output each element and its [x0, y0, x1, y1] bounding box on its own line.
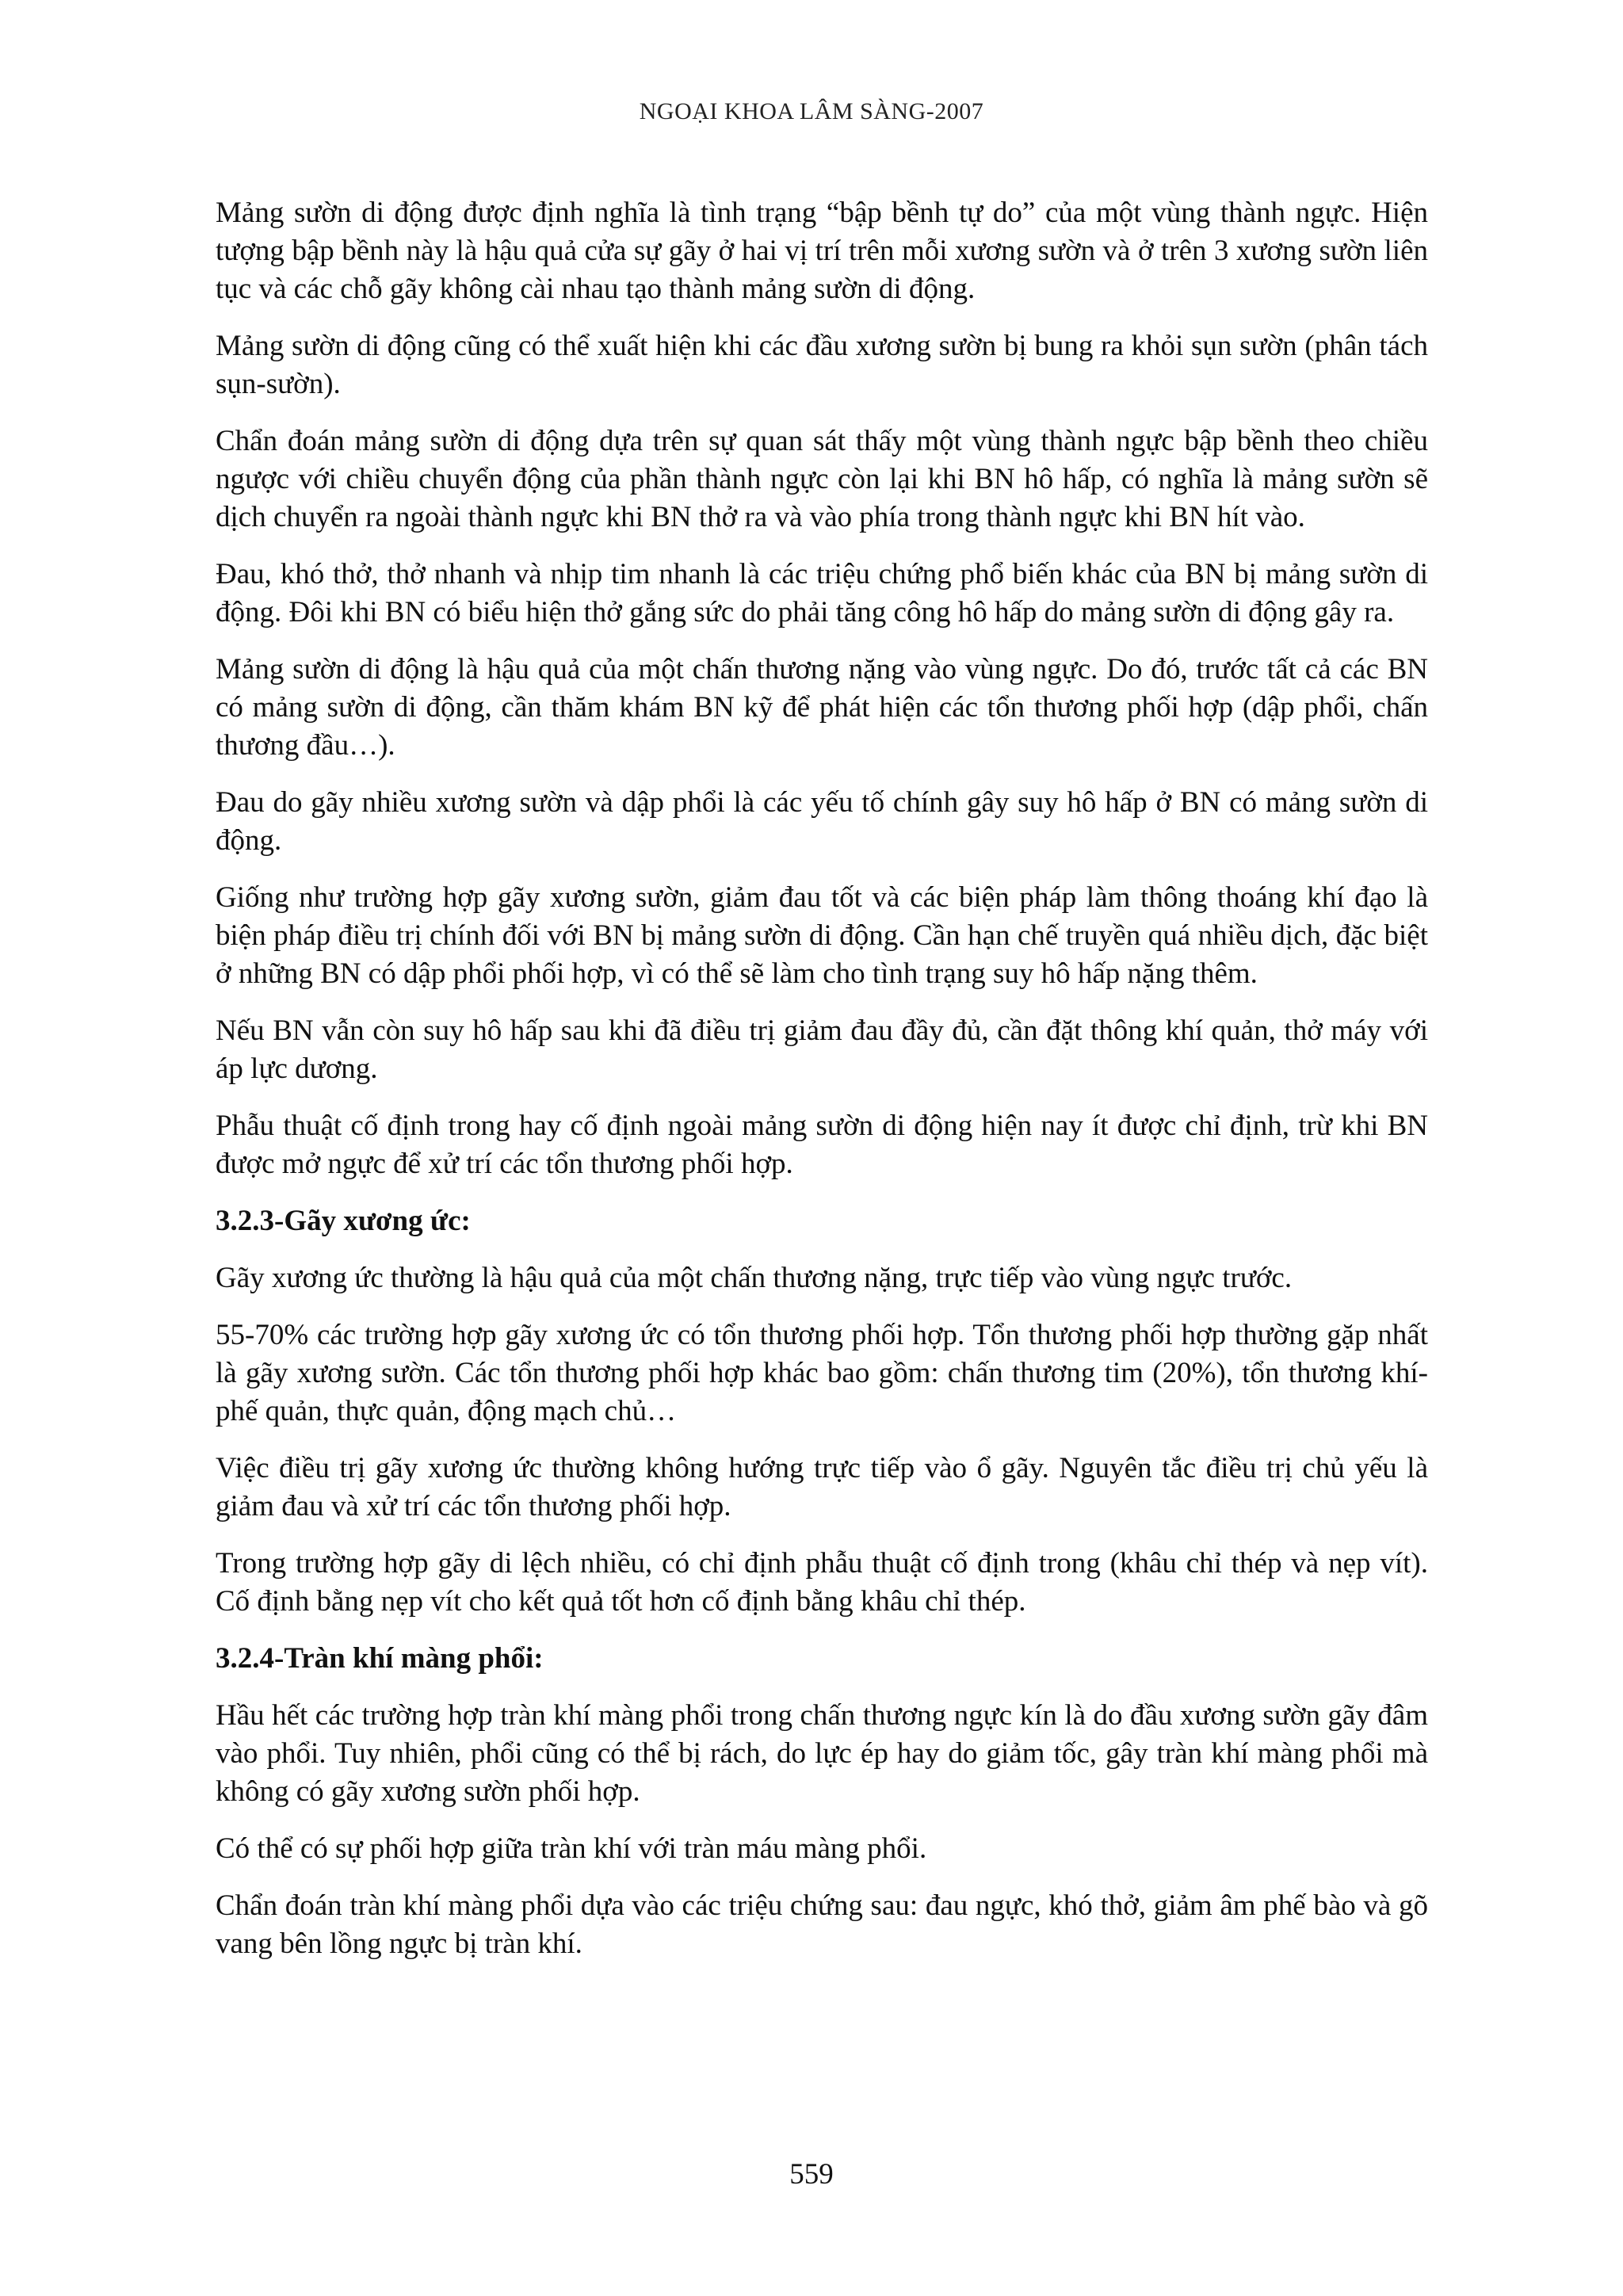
paragraph-flail-chest-symptoms: Đau, khó thở, thở nhanh và nhịp tim nhanh là các triệu chứng phổ biến khác của BN bị mảng sườn di động. Đôi khi BN có biểu hiện thở gắng sức do phải tăng công hô hấp do mảng sườn di động gây ra. [216, 558, 1428, 628]
paragraph-associated-injuries: Mảng sườn di động là hậu quả của một chấn thương nặng vào vùng ngực. Do đó, trước tất cả các BN có mảng sườn di động, cần thăm khám BN kỹ để phát hiện các tổn thương phối hợp (dập phổi, chấn thương đầu…). [216, 653, 1428, 762]
page-number: 559 [789, 2158, 834, 2191]
paragraph-pneumothorax-diagnosis: Chẩn đoán tràn khí màng phổi dựa vào các triệu chứng sau: đau ngực, khó thở, giảm âm phế bào và gõ vang bên lồng ngực bị tràn khí. [216, 1889, 1428, 1960]
paragraph-pneumothorax-cause: Hầu hết các trường hợp tràn khí màng phổi trong chấn thương ngực kín là do đầu xương sườn gãy đâm vào phổi. Tuy nhiên, phổi cũng có thể bị rách, do lực ép hay do giảm tốc, gây tràn khí màng phổi mà không có gãy xương sườn phối hợp. [216, 1699, 1428, 1808]
paragraph-sternal-fracture-treatment: Việc điều trị gãy xương ức thường không hướng trực tiếp vào ổ gãy. Nguyên tắc điều trị chủ yếu là giảm đau và xử trí các tổn thương phối hợp. [216, 1452, 1428, 1522]
paragraph-sternal-fracture-associated: 55-70% các trường hợp gãy xương ức có tổn thương phối hợp. Tổn thương phối hợp thường gặp nhất là gãy xương sườn. Các tổn thương phối hợp khác bao gồm: chấn thương tim (20%), tổn thương khí-phế quản, thực quản, động mạch chủ… [216, 1319, 1428, 1427]
paragraph-flail-chest-definition: Mảng sườn di động được định nghĩa là tình trạng “bập bềnh tự do” của một vùng thành ngực. Hiện tượng bập bềnh này là hậu quả cửa sự gãy ở hai vị trí trên mỗi xương sườn và ở trên 3 xương sườn liên tục và các chỗ gãy không cài nhau tạo thành mảng sườn di động. [216, 197, 1428, 305]
paragraph-mechanical-ventilation: Nếu BN vẫn còn suy hô hấp sau khi đã điều trị giảm đau đầy đủ, cần đặt thông khí quản, thở máy với áp lực dương. [216, 1014, 1428, 1085]
paragraph-costochondral-separation: Mảng sườn di động cũng có thể xuất hiện khi các đầu xương sườn bị bung ra khỏi sụn sườn (phân tách sụn-sườn). [216, 330, 1428, 400]
paragraph-respiratory-failure-causes: Đau do gãy nhiều xương sườn và dập phổi là các yếu tố chính gây suy hô hấp ở BN có mảng sườn di động. [216, 786, 1428, 857]
page-body [216, 194, 1428, 1982]
paragraph-sternal-fracture-surgery: Trong trường hợp gãy di lệch nhiều, có chỉ định phẫu thuật cố định trong (khâu chỉ thép và nẹp vít). Cố định bằng nẹp vít cho kết quả tốt hơn cố định bằng khâu chỉ thép. [216, 1547, 1428, 1618]
paragraph-flail-chest-treatment: Giống như trường hợp gãy xương sườn, giảm đau tốt và các biện pháp làm thông thoáng khí đạo là biện pháp điều trị chính đối với BN bị mảng sườn di động. Cần hạn chế truyền quá nhiều dịch, đặc biệt ở những BN có dập phổi phối hợp, vì có thể sẽ làm cho tình trạng suy hô hấp nặng thêm. [216, 881, 1428, 990]
paragraph-hemopneumothorax: Có thể có sự phối hợp giữa tràn khí với tràn máu màng phổi. [216, 1832, 927, 1865]
paragraph-surgical-fixation: Phẫu thuật cố định trong hay cố định ngoài mảng sườn di động hiện nay ít được chỉ định, trừ khi BN được mở ngực để xử trí các tổn thương phối hợp. [216, 1110, 1428, 1180]
running-header: NGOẠI KHOA LÂM SÀNG-2007 [639, 98, 984, 124]
section-heading-pneumothorax: 3.2.4-Tràn khí màng phổi: [216, 1642, 544, 1675]
paragraph-sternal-fracture-cause: Gãy xương ức thường là hậu quả của một chấn thương nặng, trực tiếp vào vùng ngực trước. [216, 1262, 1293, 1294]
section-heading-sternal-fracture: 3.2.3-Gãy xương ức: [216, 1205, 471, 1237]
paragraph-flail-chest-diagnosis: Chẩn đoán mảng sườn di động dựa trên sự quan sát thấy một vùng thành ngực bập bềnh theo chiều ngược với chiều chuyển động của phần thành ngực còn lại khi BN hô hấp, có nghĩa là mảng sườn sẽ dịch chuyển ra ngoài thành ngực khi BN thở ra và vào phía trong thành ngực khi BN hít vào. [216, 425, 1428, 533]
